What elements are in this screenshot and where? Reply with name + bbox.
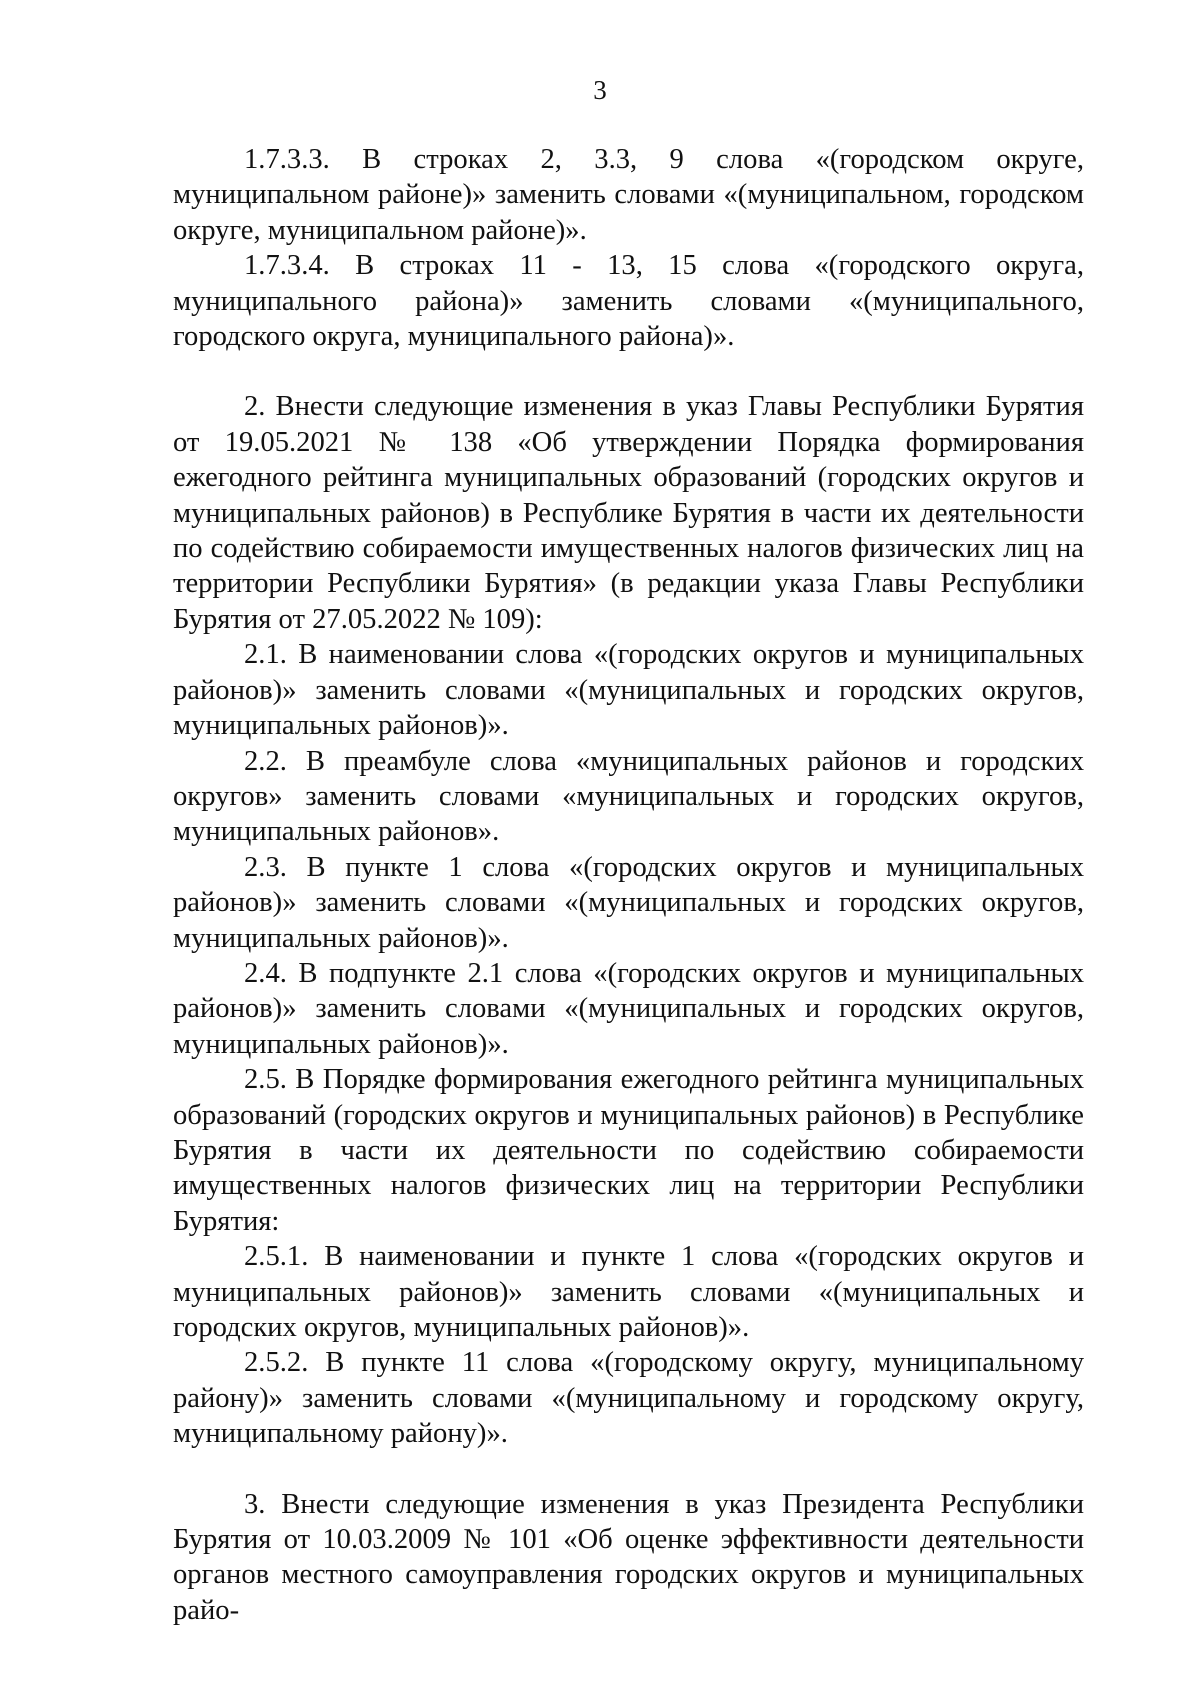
paragraph-1-7-3-3: 1.7.3.3. В строках 2, 3.3, 9 слова «(городском округе, муниципальном районе)» заменить словами «(муниципальном, городском округе, муниципальном районе)». [173, 144, 1084, 246]
page-number: 3 [593, 75, 607, 105]
document-body [173, 142, 1084, 1628]
paragraph-2-1: 2.1. В наименовании слова «(городских округов и муниципальных районов)» заменить словами «(муниципальных и городских округов, муниципальных районов)». [173, 639, 1084, 742]
paragraph-2-5-2: 2.5.2. В пункте 11 слова «(городскому округу, муниципальному району)» заменить словами «(муниципальному и городскому округу, муниципальному району)». [173, 1347, 1084, 1450]
paragraph-2-5-1: 2.5.1. В наименовании и пункте 1 слова «(городских округов и муниципальных районов)» заменить словами «(муниципальных и городских округов, муниципальных районов)». [173, 1241, 1084, 1343]
paragraph-2-2: 2.2. В преамбуле слова «муниципальных районов и городских округов» заменить словами «муниципальных и городских округов, муниципальных районов». [173, 745, 1084, 848]
paragraph-2-5: 2.5. В Порядке формирования ежегодного рейтинга муниципальных образований (городских округов и муниципальных районов) в Республике Бурятия в части их деятельности по содействию собираемости имущественных налогов физических лиц на территории Республики Бурятия: [173, 1064, 1084, 1237]
paragraph-1-7-3-4: 1.7.3.4. В строках 11 - 13, 15 слова «(городского округа, муниципального района)» заменить словами «(муниципального, городского округа, муниципального района)». [173, 250, 1084, 353]
paragraph-2-3: 2.3. В пункте 1 слова «(городских округов и муниципальных районов)» заменить словами «(муниципальных и городских округов, муниципальных районов)». [173, 851, 1084, 954]
paragraph-2: 2. Внести следующие изменения в указ Главы Республики Бурятия от 19.05.2021 № 138 «Об утверждении Порядка формирования ежегодного рейтинга муниципальных образований (городских округов и муниципальных районов) в Республике Бурятия в части их деятельности по содействию собираемости имущественных налогов физических лиц на территории Республики Бурятия» (в редакции указа Главы Республики Бурятия от 27.05.2022 № 109): [173, 391, 1084, 635]
paragraph-2-4: 2.4. В подпункте 2.1 слова «(городских округов и муниципальных районов)» заменить словами «(муниципальных и городских округов, муниципальных районов)». [173, 957, 1084, 1060]
paragraph-3: 3. Внести следующие изменения в указ Президента Республики Бурятия от 10.03.2009 № 101 «Об оценке эффективности деятельности органов местного самоуправления городских округов и муниципальных райо- [173, 1488, 1084, 1626]
